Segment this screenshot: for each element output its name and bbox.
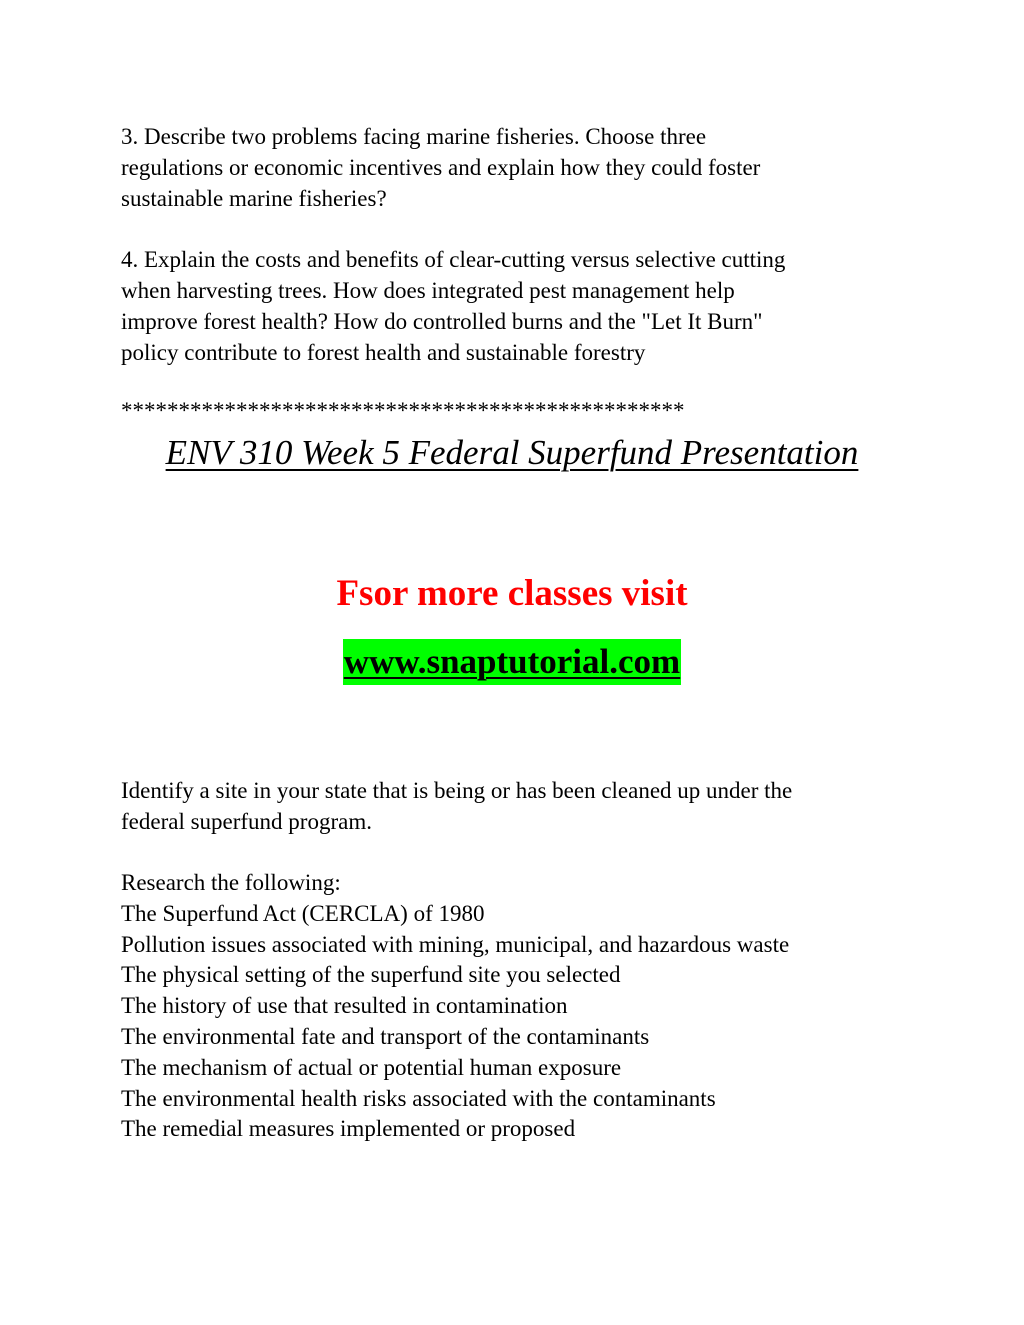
question-3 (121, 121, 921, 214)
assignment-intro-line: Identify a site in your state that is being or has been cleaned up under the (121, 778, 793, 803)
research-item: The environmental health risks associated with the contaminants (121, 1085, 716, 1111)
promo-link-container (0, 639, 1024, 685)
promo-text: Fsor more classes visit (336, 573, 688, 614)
section-title: ENV 310 Week 5 Federal Superfund Presentation (165, 433, 859, 472)
question-3-line: sustainable marine fisheries? (121, 186, 387, 211)
research-heading: Research the following: (121, 870, 341, 895)
snaptutorial-link[interactable]: www.snaptutorial.com (343, 639, 681, 685)
question-4-line: policy contribute to forest health and sustainable forestry (121, 340, 646, 365)
research-item: The mechanism of actual or potential human exposure (121, 1054, 622, 1080)
research-item: The Superfund Act (CERCLA) of 1980 (121, 900, 485, 926)
research-item: Pollution issues associated with mining, municipal, and hazardous waste (121, 931, 790, 957)
research-list (121, 868, 921, 1145)
research-item: The environmental fate and transport of the contaminants (121, 1023, 650, 1049)
question-4 (121, 244, 921, 368)
asterisk-separator: ************************************************* (121, 398, 685, 423)
assignment-intro (121, 775, 921, 837)
question-4-line: when harvesting trees. How does integrated pest management help (121, 278, 735, 303)
question-3-line: 3. Describe two problems facing marine fisheries. Choose three (121, 124, 707, 149)
research-item: The physical setting of the superfund site you selected (121, 962, 621, 988)
research-item: The remedial measures implemented or proposed (121, 1116, 576, 1142)
research-item: The history of use that resulted in contamination (121, 993, 568, 1019)
question-4-line: improve forest health? How do controlled burns and the "Let It Burn" (121, 309, 763, 334)
question-3-line: regulations or economic incentives and explain how they could foster (121, 155, 761, 180)
assignment-intro-line: federal superfund program. (121, 809, 372, 834)
question-4-line: 4. Explain the costs and benefits of clear-cutting versus selective cutting (121, 247, 786, 272)
